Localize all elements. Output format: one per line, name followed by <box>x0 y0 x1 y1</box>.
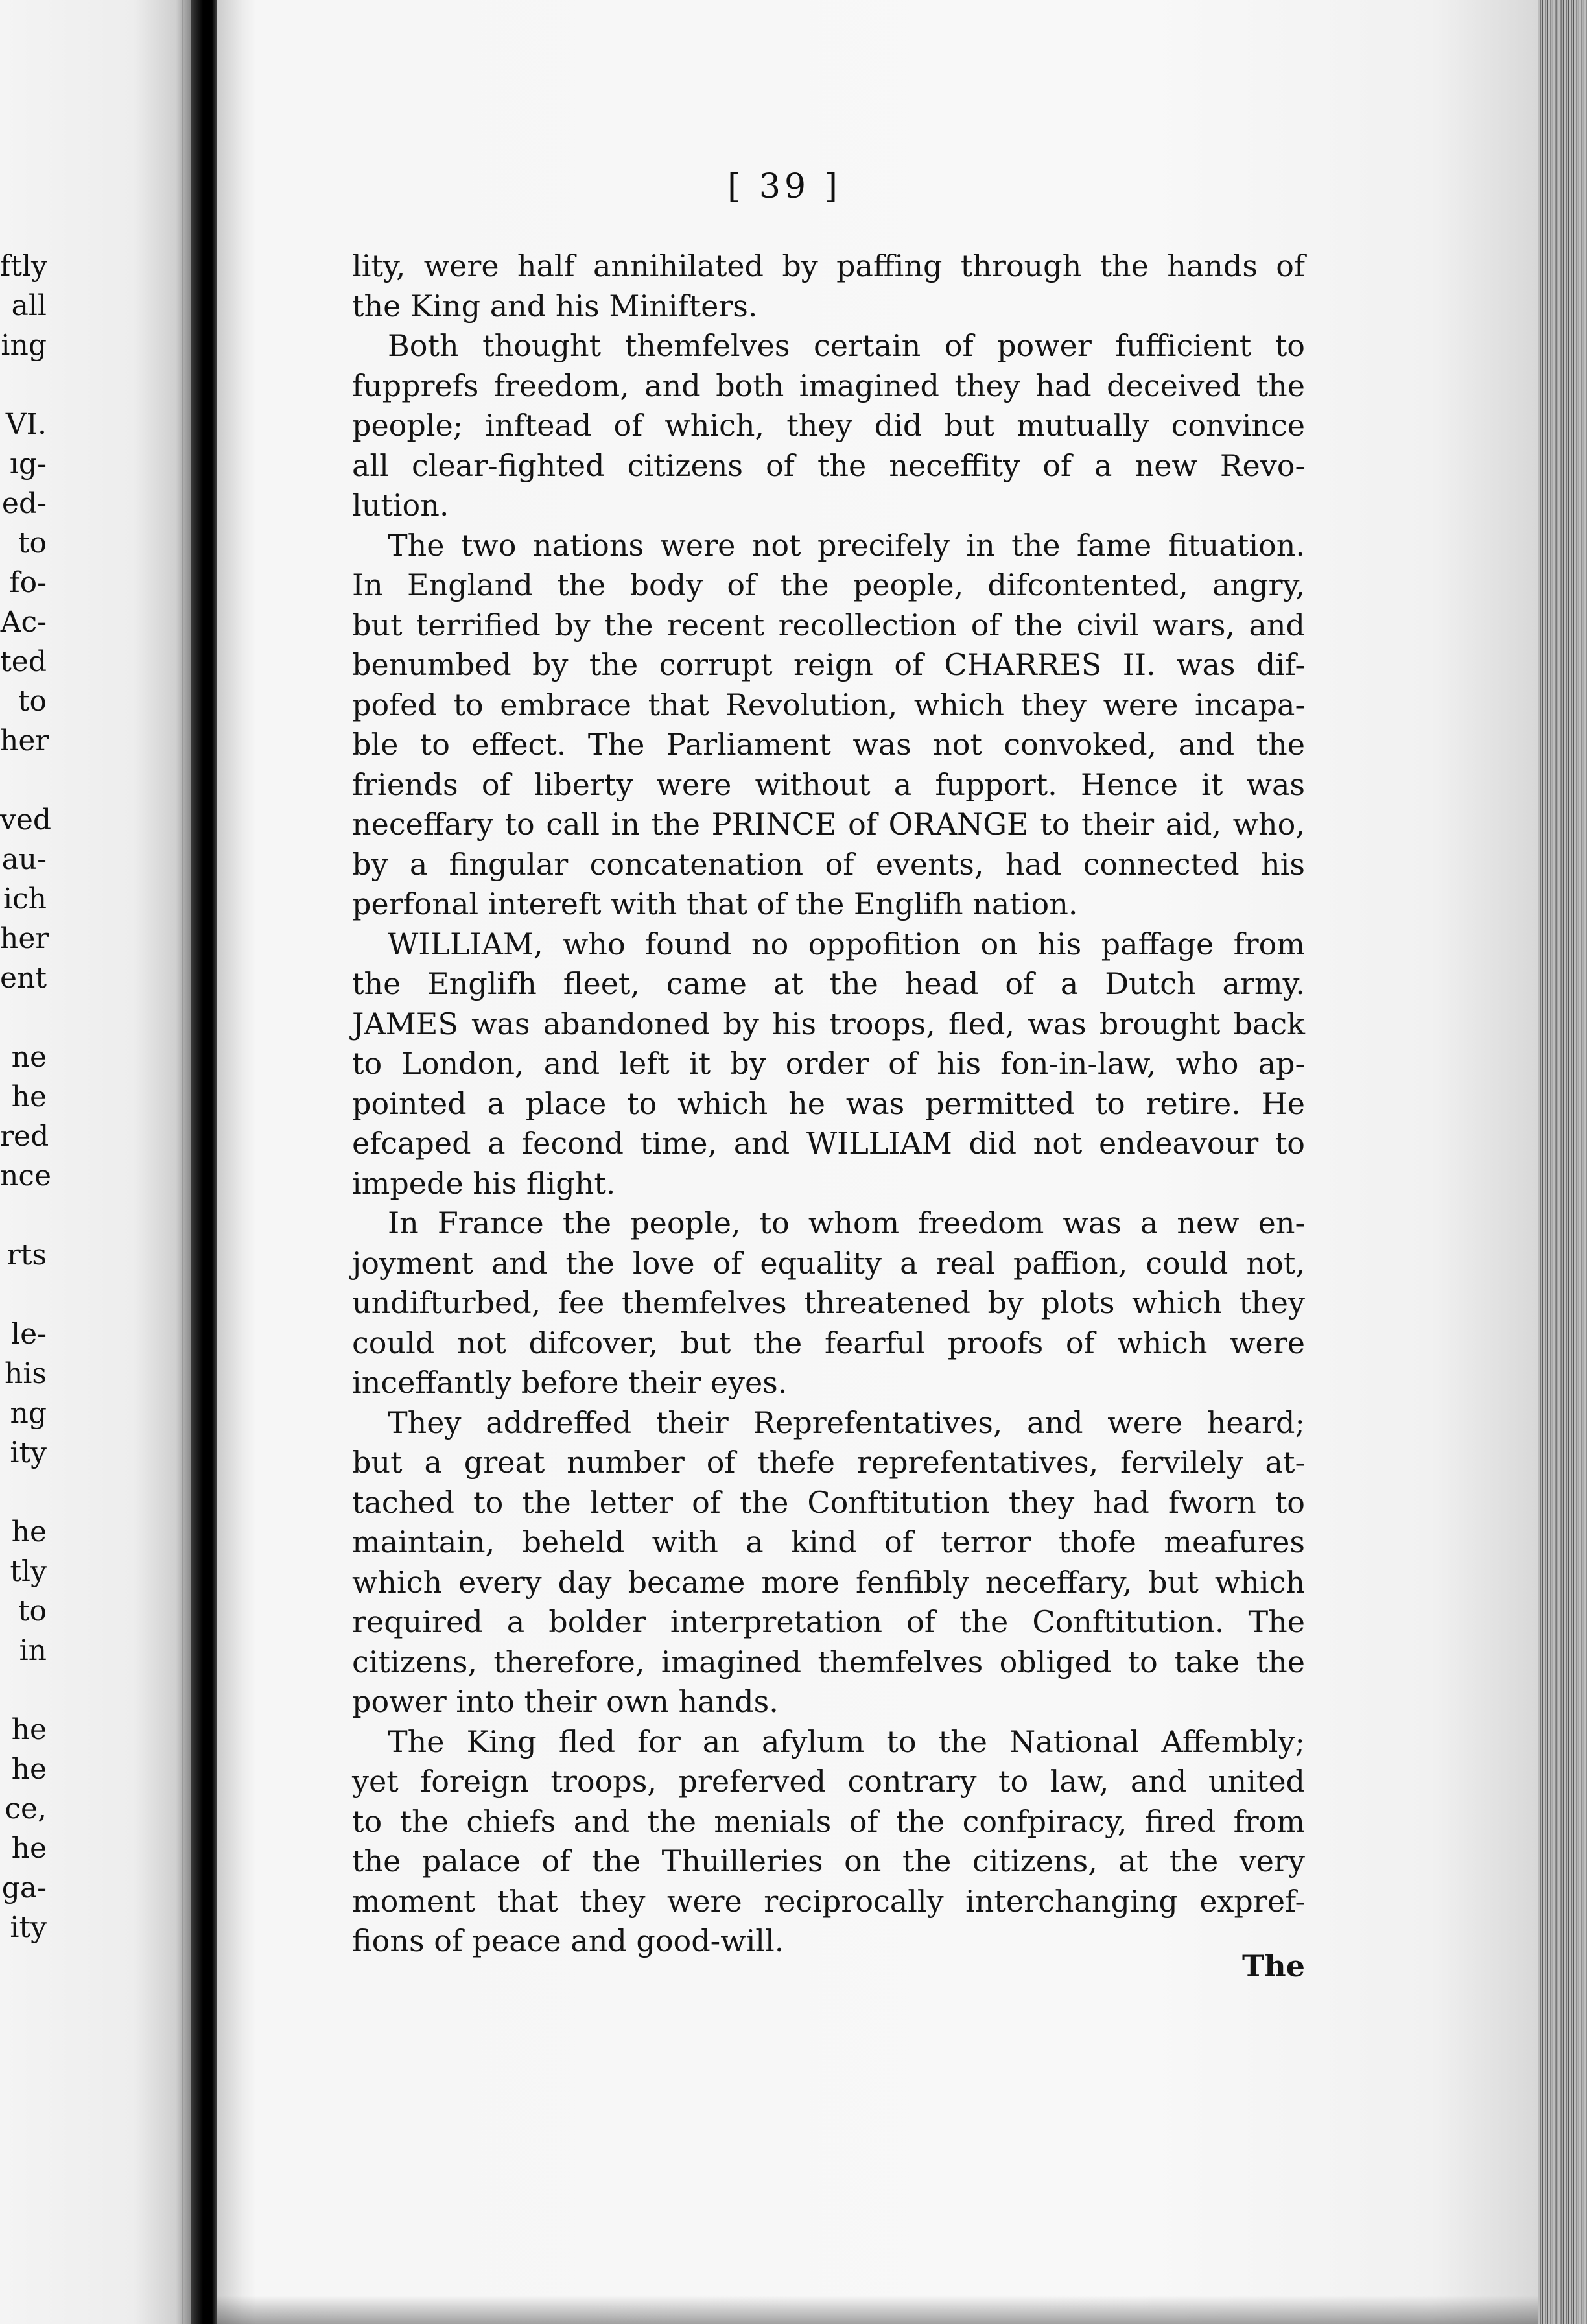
text-line: friends of liberty were without a fupport. Hence it was <box>352 766 1305 802</box>
text-line: all clear-fighted citizens of the neceffity of a new Revo- <box>352 447 1305 483</box>
text-line: maintain, beheld with a kind of terror thofe meafures <box>352 1524 1305 1559</box>
text-line: could not difcover, but the fearful proofs of which were <box>352 1325 1305 1360</box>
text-line: pointed a place to which he was permitted to retire. He <box>352 1085 1305 1121</box>
text-line: perfonal intereft with that of the Englifh nation. <box>352 886 1078 921</box>
text-line: yet foreign troops, preferved contrary to law, and united <box>352 1764 1305 1799</box>
text-line: The King fled for an afylum to the National Affembly; <box>388 1724 1305 1759</box>
text-line: fions of peace and good-will. <box>352 1923 784 1958</box>
text-line: required a bolder interpretation of the Conftitution. The <box>352 1604 1305 1639</box>
text-line: The two nations were not precifely in the fame fituation. <box>388 527 1305 563</box>
left-page-fragment: nce <box>0 1159 52 1192</box>
bottom-shadow <box>217 2295 1538 2324</box>
text-line: pofed to embrace that Revolution, which they were incapa- <box>352 687 1305 722</box>
text-line: but a great number of thefe reprefentatives, fervilely at- <box>352 1445 1305 1480</box>
left-page-fragment <box>0 1670 47 1710</box>
left-page-fragment: to <box>18 527 47 560</box>
left-page-fragment: he <box>11 1080 47 1113</box>
left-page-fragment: rts <box>6 1239 47 1272</box>
text-line: ble to effect. The Parliament was not convoked, and the <box>352 727 1305 762</box>
left-page-fragment: au- <box>1 843 47 876</box>
text-line: WILLIAM, who found no oppofition on his paffage from <box>388 926 1305 962</box>
left-page-fragment: ved <box>0 803 52 836</box>
text-line: They addreffed their Reprefentatives, and were heard; <box>388 1405 1305 1440</box>
left-page-fragment: all <box>11 289 47 322</box>
text-line: In England the body of the people, difcontented, angry, <box>352 567 1305 602</box>
left-page-fragment: ng <box>10 1397 47 1430</box>
left-page-fragment: ne <box>11 1041 47 1074</box>
text-line: joyment and the love of equality a real paffion, could not, <box>352 1245 1305 1281</box>
gutter-shadow <box>217 0 256 2324</box>
text-line: by a fingular concatenation of events, had connected his <box>352 846 1305 882</box>
text-line: to the chiefs and the menials of the confpiracy, fired from <box>352 1803 1305 1839</box>
text-line: Both thought themfelves certain of power fufficient to <box>388 328 1305 363</box>
left-page-fragment: ing <box>1 329 47 362</box>
left-page-fragment <box>0 365 47 405</box>
left-page-fragment <box>0 998 47 1038</box>
text-line: to London, and left it by order of his fon-in-law, who ap- <box>352 1046 1305 1081</box>
text-line: lution. <box>352 488 449 523</box>
left-page-fragment <box>0 1196 47 1235</box>
left-page-fragment <box>0 1473 47 1512</box>
left-page-fragment: ted <box>0 645 47 678</box>
page-edge-line <box>182 0 183 2324</box>
left-page-fragment: le- <box>11 1318 47 1351</box>
text-line: which every day became more fenfibly neceffary, but which <box>352 1564 1305 1600</box>
left-page-fragment: in <box>19 1634 47 1667</box>
text-line: benumbed by the corrupt reign of CHARRES II. was dif- <box>352 647 1305 682</box>
text-line: impede his flight. <box>352 1165 616 1201</box>
text-line: neceffary to call in the PRINCE of ORANGE to their aid, who, <box>352 807 1305 842</box>
text-line: tached to the letter of the Conftitution they had fworn to <box>352 1484 1305 1520</box>
left-page-text-fragments <box>0 246 52 1947</box>
left-page-fragment: ity <box>10 1911 47 1944</box>
page-number: [ 39 ] <box>727 167 841 206</box>
left-page-fragment: her <box>0 922 49 955</box>
text-line: people; inftead of which, they did but mutually convince <box>352 408 1305 443</box>
text-line: lity, were half annihilated by paffing through the hands of <box>352 248 1305 283</box>
text-line: JAMES was abandoned by his troops, fled, was brought back <box>352 1006 1305 1041</box>
left-page-fragment: ich <box>3 883 47 916</box>
text-line: moment that they were reciprocally interchanging expref- <box>352 1883 1305 1919</box>
left-page-fragment: tly <box>10 1555 47 1588</box>
left-page-fragment: ftly <box>0 250 47 283</box>
left-page-fragment: Ac- <box>0 606 47 639</box>
catchword: The <box>1242 1949 1305 1984</box>
book-gutter <box>191 0 217 2324</box>
left-page-fragment: he <box>11 1832 47 1865</box>
text-line: the Englifh fleet, came at the head of a Dutch army. <box>352 966 1305 1001</box>
text-line: fupprefs freedom, and both imagined they had deceived the <box>352 368 1305 403</box>
left-page-fragment: to <box>18 1595 47 1628</box>
left-page-fragment: ıg- <box>9 447 47 480</box>
body-text <box>352 246 1305 1962</box>
left-page-fragment: he <box>11 1515 47 1548</box>
text-line: inceffantly before their eyes. <box>352 1365 788 1400</box>
left-page-fragment: to <box>18 685 47 718</box>
page-edges <box>1538 0 1587 2324</box>
left-page-fragment <box>0 761 47 800</box>
text-line: undifturbed, fee themfelves threatened by plots which they <box>352 1285 1305 1320</box>
text-line: citizens, therefore, imagined themfelves obliged to take the <box>352 1644 1305 1679</box>
left-page-fragment: red <box>0 1120 49 1153</box>
left-page-fragment: he <box>11 1753 47 1786</box>
left-page-fragment: ga- <box>1 1871 47 1904</box>
left-page-fragment: her <box>0 724 49 757</box>
text-line: power into their own hands. <box>352 1684 779 1719</box>
left-page-fragment: ed- <box>1 487 47 520</box>
left-page-fragment: his <box>5 1357 47 1390</box>
left-facing-page <box>0 0 191 2324</box>
text-line: efcaped a fecond time, and WILLIAM did not endeavour to <box>352 1126 1305 1161</box>
left-page-fragment: ent <box>0 962 47 995</box>
text-line: In France the people, to whom freedom was a new en- <box>388 1205 1305 1240</box>
left-page-fragment: ity <box>10 1436 47 1469</box>
left-page-fragment: VI. <box>5 408 47 441</box>
left-page-fragment: ce, <box>5 1792 47 1825</box>
text-line: the King and his Minifters. <box>352 288 758 324</box>
left-page-fragment <box>0 1275 47 1314</box>
text-line: the palace of the Thuilleries on the citizens, at the very <box>352 1844 1305 1879</box>
left-page-fragment: fo- <box>9 566 47 599</box>
text-line: but terrified by the recent recollection of the civil wars, and <box>352 607 1305 643</box>
left-page-fragment: he <box>11 1713 47 1746</box>
